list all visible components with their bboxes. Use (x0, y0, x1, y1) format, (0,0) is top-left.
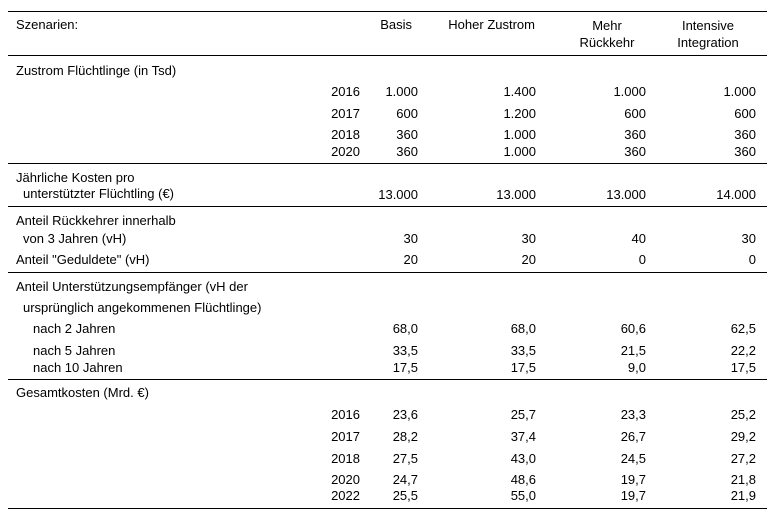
section-title-rueckkehrer-line2: von 3 Jahren (vH) (23, 231, 127, 246)
header-intensive-integration: Intensive Integration (677, 18, 739, 50)
header-basis: Basis (380, 17, 412, 32)
section-rule (8, 206, 767, 207)
section-title-kosten-line2: unterstützter Flüchtling (€) (23, 186, 175, 201)
header-rule (8, 55, 767, 56)
section-title-unterstuetzung-line1: Anteil Unterstützungsempfänger (vH der (16, 279, 248, 294)
section-title-kosten-line1: Jährliche Kosten pro (16, 170, 135, 185)
section-title-gesamtkosten: Gesamtkosten (Mrd. €) (16, 385, 149, 400)
header-label: Szenarien: (16, 17, 79, 32)
bottom-rule (8, 508, 767, 509)
section-title-geduldete: Anteil "Geduldete" (vH) (16, 252, 150, 267)
section-rule (8, 272, 767, 273)
header-hoher-zustrom: Hoher Zustrom (448, 17, 535, 32)
header-mehr-rueckkehr: Mehr Rückkehr (579, 18, 635, 50)
section-rule (8, 379, 767, 380)
section-title-rueckkehrer-line1: Anteil Rückkehrer innerhalb (16, 213, 176, 228)
section-rule (8, 163, 767, 164)
section-title-zustrom: Zustrom Flüchtlinge (in Tsd) (16, 63, 177, 78)
section-title-unterstuetzung-line2: ursprünglich angekommenen Flüchtlinge) (23, 300, 262, 315)
top-rule (8, 11, 767, 12)
